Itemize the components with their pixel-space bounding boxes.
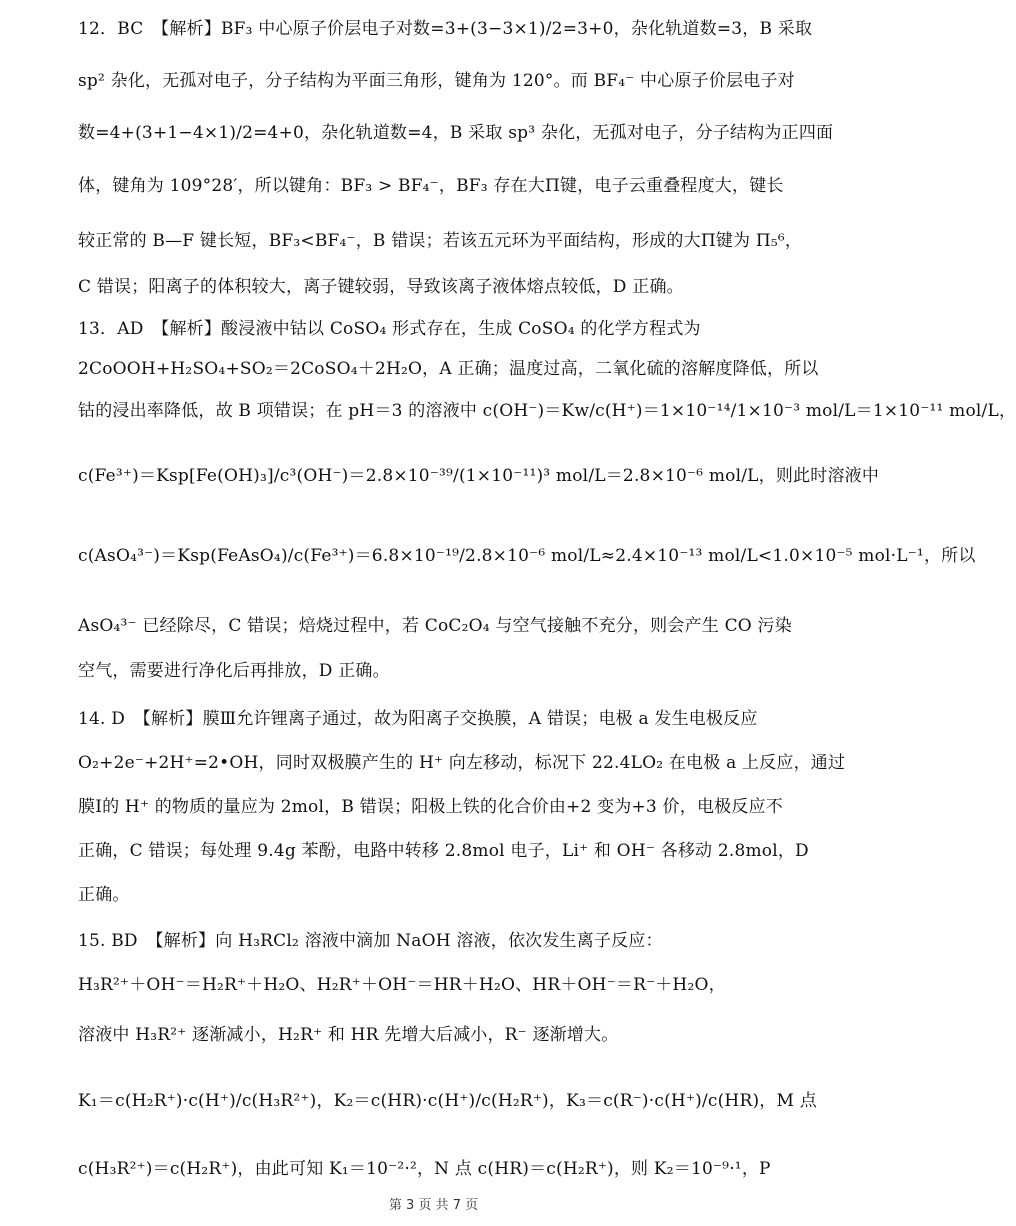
text-line: 2CoOOH+H₂SO₄+SO₂＝2CoSO₄＋2H₂O，A 正确；温度过高，二氧化硫的溶解度降低，所以 [78,359,819,379]
text-line: 体，键角为 109°28′，所以键角：BF₃ > BF₄⁻，BF₃ 存在大Π键，电子云重叠程度大，键长 [78,176,784,196]
text-line: 15. BD 【解析】向 H₃RCl₂ 溶液中滴加 NaOH 溶液，依次发生离子反应： [78,931,663,951]
text-line: sp² 杂化，无孤对电子，分子结构为平面三角形，键角为 120°。而 BF₄⁻ 中心原子价层电子对 [78,71,795,91]
formula-line: c(H₃R²⁺)＝c(H₂R⁺)，由此可知 K₁＝10⁻²·²，N 点 c(HR)＝c(H₂R⁺)，则 K₂＝10⁻⁹·¹，P [78,1159,771,1179]
text-line: O₂+2e⁻+2H⁺=2•OH，同时双极膜产生的 H⁺ 向左移动，标况下 22.4LO₂ 在电极 a 上反应，通过 [78,753,846,773]
formula-line: 钴的浸出率降低，故 B 项错误；在 pH＝3 的溶液中 c(OH⁻)＝Kw/c(H⁺)＝1×10⁻¹⁴/1×10⁻³ mol/L＝1×10⁻¹¹ mol/L， [78,401,1016,421]
text-line: 空气，需要进行净化后再排放，D 正确。 [78,661,390,681]
text-line: C 错误；阳离子的体积较大，离子键较弱，导致该离子液体熔点较低，D 正确。 [78,277,684,297]
text-line: 膜Ⅰ的 H⁺ 的物质的量应为 2mol，B 错误；阳极上铁的化合价由+2 变为+3 价，电极反应不 [78,797,783,817]
text-line: 正确。 [78,885,130,905]
text-line: 12．BC 【解析】BF₃ 中心原子价层电子对数=3+(3−3×1)/2=3+0，杂化轨道数=3，B 采取 [78,19,813,39]
formula-line: K₁＝c(H₂R⁺)·c(H⁺)/c(H₃R²⁺)，K₂＝c(HR)·c(H⁺)/c(H₂R⁺)，K₃＝c(R⁻)·c(H⁺)/c(HR)，M 点 [78,1091,817,1111]
text-line: 较正常的 B—F 键长短，BF₃<BF₄⁻，B 错误；若该五元环为平面结构，形成的大Π键为 Π₅⁶， [78,231,803,251]
text-line: 14. D 【解析】膜Ⅲ允许锂离子通过，故为阳离子交换膜，A 错误；电极 a 发生电极反应 [78,709,758,729]
formula-line: c(AsO₄³⁻)＝Ksp(FeAsO₄)/c(Fe³⁺)＝6.8×10⁻¹⁹/2.8×10⁻⁶ mol/L≈2.4×10⁻¹³ mol/L<1.0×10⁻⁵ mol·L⁻¹，所以 [78,546,976,566]
text-line: 溶液中 H₃R²⁺ 逐渐减小，H₂R⁺ 和 HR 先增大后减小，R⁻ 逐渐增大。 [78,1025,619,1045]
page-footer: 第 3 页 共 7 页 [388,1198,479,1213]
formula-line: c(Fe³⁺)＝Ksp[Fe(OH)₃]/c³(OH⁻)＝2.8×10⁻³⁹/(1×10⁻¹¹)³ mol/L＝2.8×10⁻⁶ mol/L，则此时溶液中 [78,466,880,486]
formula-line: H₃R²⁺＋OH⁻＝H₂R⁺＋H₂O、H₂R⁺＋OH⁻＝HR＋H₂O、HR＋OH⁻＝R⁻＋H₂O， [78,975,726,995]
text-line: 正确，C 错误；每处理 9.4g 苯酚，电路中转移 2.8mol 电子，Li⁺ 和 OH⁻ 各移动 2.8mol，D [78,841,809,861]
text-line: 数=4+(3+1−4×1)/2=4+0，杂化轨道数=4，B 采取 sp³ 杂化，无孤对电子，分子结构为正四面 [78,123,834,143]
text-line: AsO₄³⁻ 已经除尽，C 错误；焙烧过程中，若 CoC₂O₄ 与空气接触不充分，则会产生 CO 污染 [78,616,792,636]
text-line: 13．AD 【解析】酸浸液中钴以 CoSO₄ 形式存在，生成 CoSO₄ 的化学方程式为 [78,319,701,339]
